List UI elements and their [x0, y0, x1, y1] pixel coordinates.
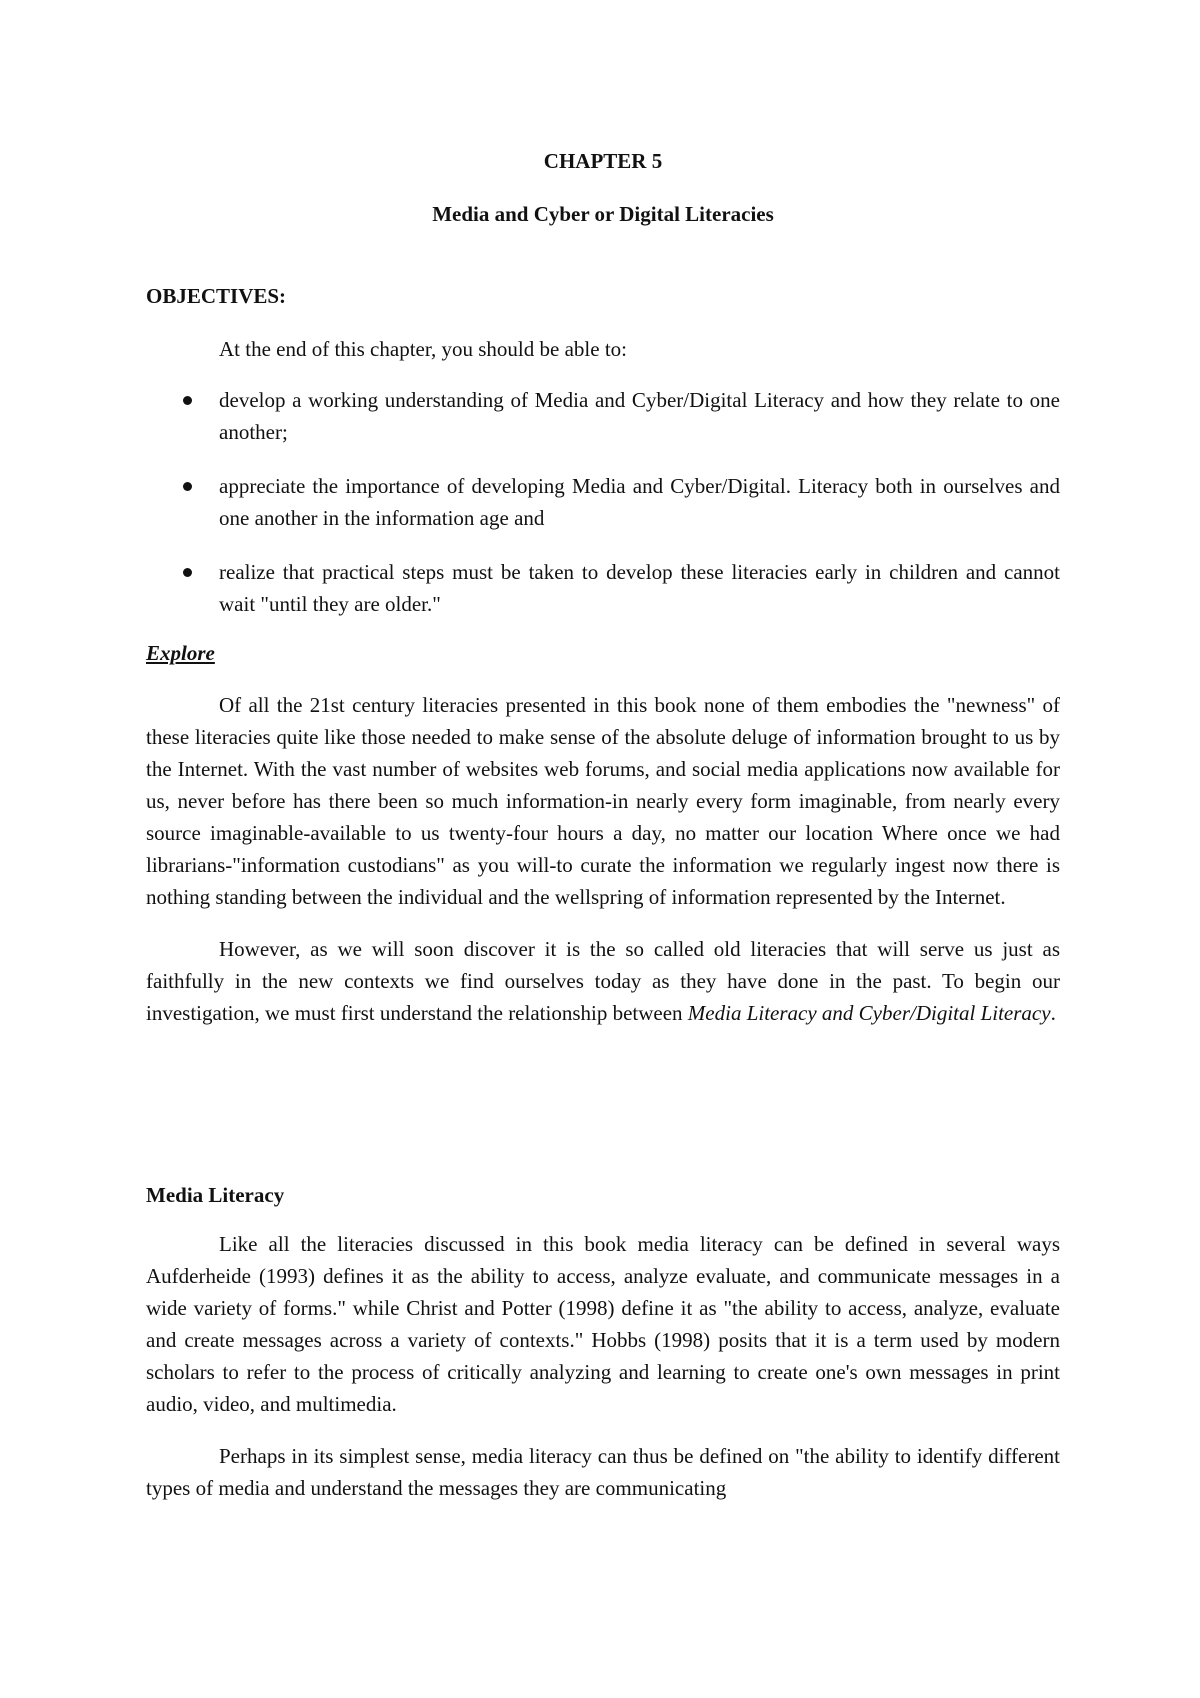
explore-paragraph-2 [146, 933, 1060, 1029]
objective-item [146, 556, 1060, 620]
chapter-title: Media and Cyber or Digital Literacies [432, 202, 774, 226]
media-literacy-heading: Media Literacy [146, 1183, 285, 1207]
media-literacy-section [146, 1228, 1060, 1524]
explore-paragraph-2-end: . [1050, 1001, 1056, 1025]
bullet-icon [183, 568, 192, 577]
media-literacy-paragraph-1: Like all the literacies discussed in this book media literacy can be defined in several ways Aufderheide (1993) defines it as the ability to access, analyze evaluate, and communicate messages in a wide variety of forms." while Christ and Potter (1998) define it as "the ability to access, analyze, evaluate and create messages across a variety of contexts." Hobbs (1998) posits that it is a term used by modern scholars to refer to the process of critically analyzing and learning to create one's own messages in print audio, video, and multimedia. [146, 1232, 1060, 1416]
bullet-icon [183, 482, 192, 491]
objectives-intro: At the end of this chapter, you should be able to: [219, 337, 627, 361]
objectives-heading: OBJECTIVES: [146, 284, 287, 308]
bullet-icon [183, 396, 192, 405]
explore-section [146, 689, 1060, 1049]
chapter-number: CHAPTER 5 [543, 149, 663, 173]
explore-paragraph-1: Of all the 21st century literacies presented in this book none of them embodies the "newness" of these literacies quite like those needed to make sense of the absolute deluge of information brought to us by the Internet. With the vast number of websites web forums, and social media applications now available for us, never before has there been so much information-in nearly every form imaginable, from nearly every source imaginable-available to us twenty-four hours a day, no matter our location Where once we had librarians-"information custodians" as you will-to curate the information we regularly ingest now there is nothing standing between the individual and the wellspring of information represented by the Internet. [146, 693, 1060, 909]
objective-text: develop a working understanding of Media and Cyber/Digital Literacy and how they relate to one another; [219, 388, 1060, 444]
objective-item [146, 384, 1060, 448]
objectives-list [146, 384, 1060, 642]
objective-item [146, 470, 1060, 534]
objective-text: appreciate the importance of developing Media and Cyber/Digital. Literacy both in ourselves and one another in the information age and [219, 474, 1060, 530]
explore-paragraph-2-emphasis: Media Literacy and Cyber/Digital Literacy [687, 1001, 1051, 1025]
objective-text: realize that practical steps must be taken to develop these literacies early in children and cannot wait "until they are older." [219, 560, 1060, 616]
media-literacy-paragraph-2: Perhaps in its simplest sense, media literacy can thus be defined on "the ability to identify different types of media and understand the messages they are communicating [146, 1444, 1060, 1500]
explore-heading: Explore [146, 641, 215, 665]
explore-paragraph-2-text: However, as we will soon discover it is the so called old literacies that will serve us just as faithfully in the new contexts we find ourselves today as they have done in the past. To begin our investigation, we must first understand the relationship between [146, 937, 1060, 1025]
document-page [146, 0, 1060, 1698]
